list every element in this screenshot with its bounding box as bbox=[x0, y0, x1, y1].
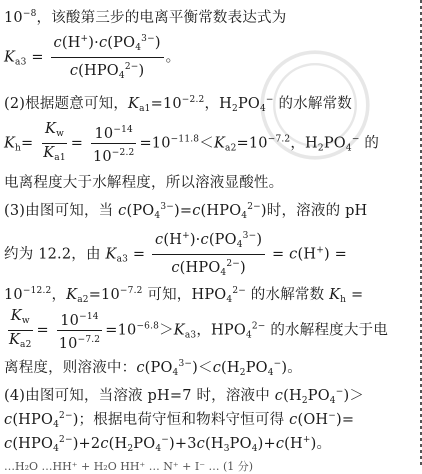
text-line-13: $c(HPO_4^{2-})+2c(H_2PO_4^-)+3c(H_3PO_4)+c(H^+)$。 bbox=[4, 435, 332, 454]
text-line-12: $c(HPO_4^{2-})$；根据电荷守恒和物料守恒可得 c(OH−)= bbox=[4, 411, 355, 430]
text-line-1: $10^{-8}$，该酸第三步的电离平衡常数表达式为 bbox=[4, 9, 287, 26]
fraction-ka3: $\frac{c(H^+)\cdot c(PO_4^{3-})}{c(HPO_4^{2-})}$ bbox=[51, 30, 164, 85]
text-line-9: $\frac{K_w}{K_{a2}}$ = $\frac{10^{-14}}{10^{-7.2}}$ $=10^{-6.8}>K_{a3}$，$HPO_4^{2-}$ 的水解程度大于电 bbox=[9, 308, 388, 352]
text-line-3: (2)根据题意可知，$K_{a1}=10^{-2.2}$，$H_2PO_4^-$ 的水解常数 bbox=[4, 95, 352, 114]
text-line-5: 电离程度大于水解程度，所以溶液显酸性。 bbox=[4, 175, 284, 191]
text-line-10: 离程度，则溶液中：$c(PO_4^{3-})<c(H_2PO_4^-)$。 bbox=[4, 359, 302, 378]
text-line-4: $K_h=$ $\frac{K_w}{K_{a1}}$ = $\frac{10^{-14}}{10^{-2.2}}$ $=10^{-11.8}<K_{a2}=10^{-7.2}$，$H_2PO_4^-$ 的 bbox=[4, 121, 380, 165]
cut-off-bottom-text: …H₂O …HH⁺ + H₂O HH⁺ … N⁺ + I⁻ … (1 分) bbox=[4, 460, 254, 473]
text-line-11: (4)由图可知，当溶液 pH=7 时，溶液中 $c(H_2PO_4^-)>$ bbox=[4, 387, 365, 406]
text-line-2: $K_{a3}$ = $\frac{c(H^+)\cdot c(PO_4^{3-})}{c(HPO_4^{2-})}$ 。 bbox=[4, 30, 180, 85]
text-line-7: 约为 12.2，由 $K_{a3}$ = $\frac{c(H^+)\cdot c(PO_4^{3-})}{c(HPO_4^{2-})}$ = c(H+) = bbox=[4, 227, 347, 282]
text-line-6: (3)由图可知，当 $c(PO_4^{3-})=c(HPO_4^{2-})$时，溶液的 pH bbox=[4, 202, 368, 221]
text-line-8: $10^{-12.2}$，$K_{a2}=10^{-7.2}$ 可知，$HPO_4^{2-}$ 的水解常数 $K_h$ = bbox=[4, 286, 364, 305]
